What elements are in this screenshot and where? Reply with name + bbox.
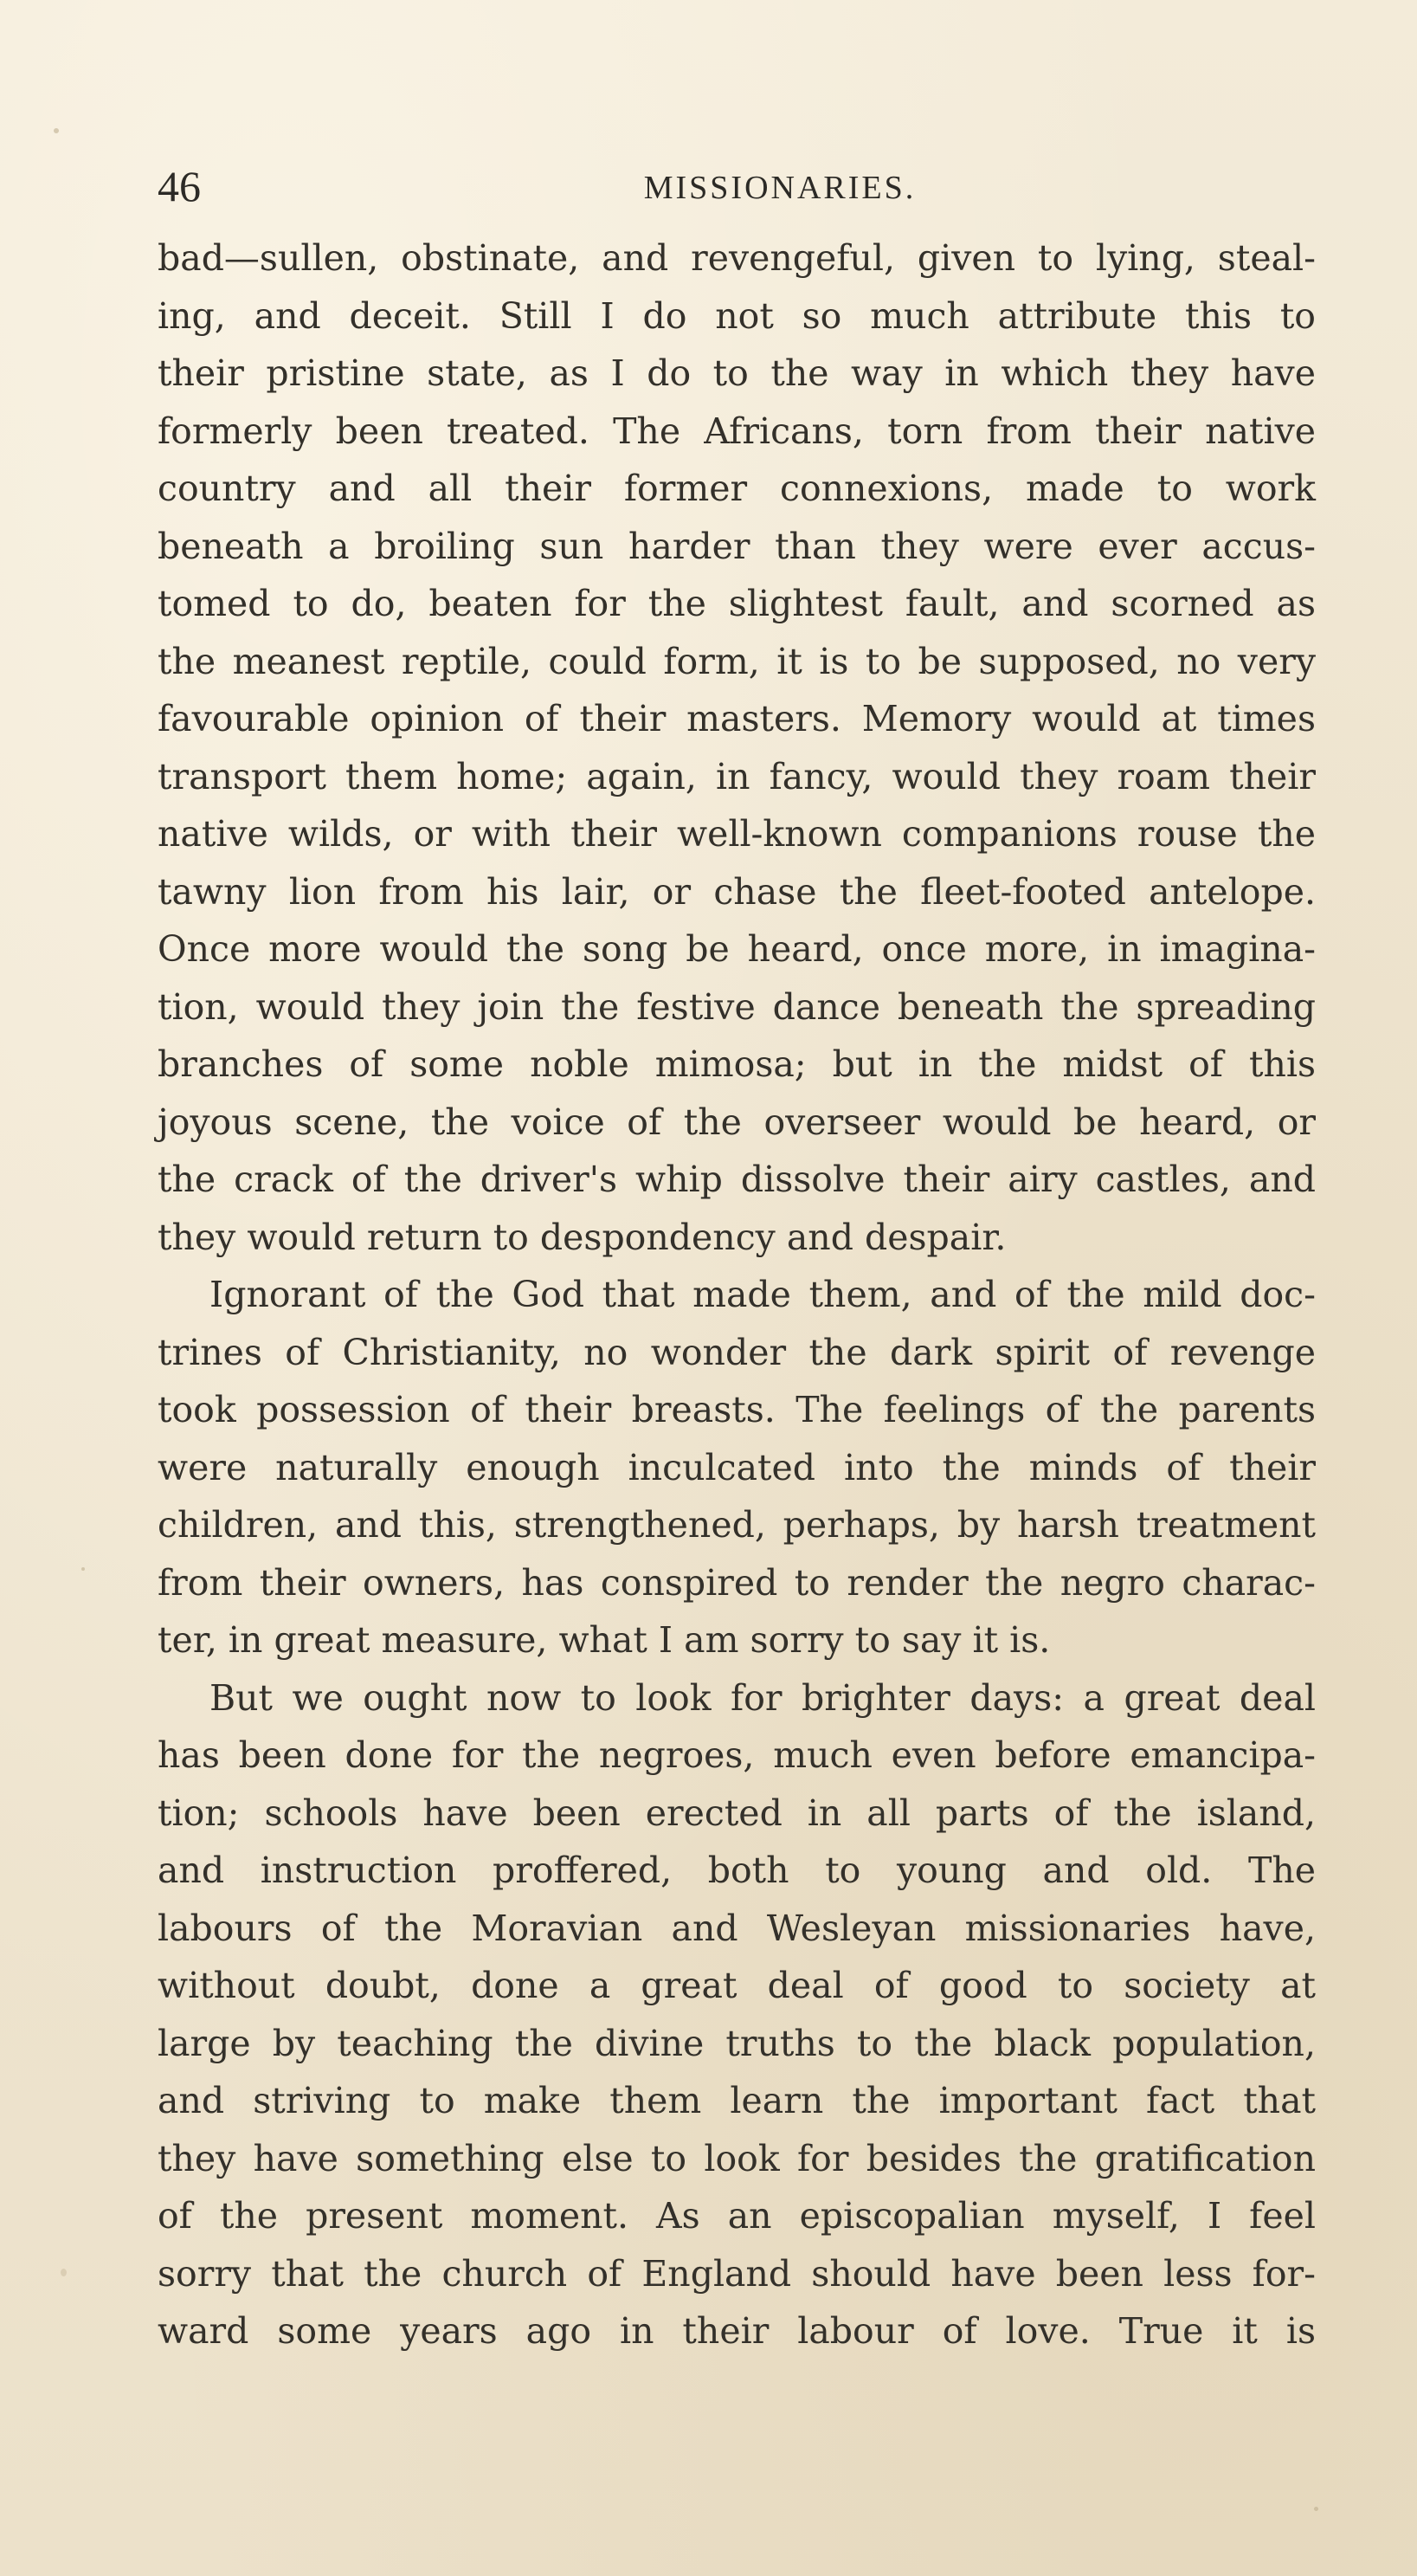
- text-line: formerly been treated. The Africans, torn from their native: [158, 410, 1316, 452]
- text-line: native wilds, or with their well-known companions rouse the: [158, 813, 1316, 855]
- text-line: they would return to despondency and despair.: [158, 1216, 1007, 1258]
- text-line: beneath a broiling sun harder than they were ever accus-: [158, 525, 1316, 567]
- text-line: without doubt, done a great deal of good to society at: [158, 1965, 1316, 2006]
- text-line: bad—sullen, obstinate, and revengeful, given to lying, steal-: [158, 237, 1316, 279]
- text-line: transport them home; again, in fancy, would they roam their: [158, 755, 1316, 797]
- text-line: branches of some noble mimosa; but in the midst of this: [158, 1043, 1316, 1085]
- paragraph-2: [158, 1266, 1316, 1669]
- text-line: tion; schools have been erected in all parts of the island,: [158, 1792, 1316, 1834]
- text-line: children, and this, strengthened, perhaps, by harsh treatment: [158, 1504, 1316, 1546]
- page-header: [158, 156, 1316, 216]
- paper-speck: [54, 128, 59, 133]
- text-line: large by teaching the divine truths to the black population,: [158, 2022, 1316, 2064]
- text-line: and instruction proffered, both to young and old. The: [158, 1850, 1316, 1891]
- paper-speck: [61, 2269, 67, 2276]
- paper-speck: [81, 1567, 85, 1571]
- body-text: [158, 229, 1316, 2360]
- text-line: ing, and deceit. Still I do not so much attribute this to: [158, 294, 1316, 337]
- text-line: of the present moment. As an episcopalian myself, I feel: [158, 2195, 1316, 2237]
- paper-speck: [1314, 2507, 1318, 2511]
- text-line: tomed to do, beaten for the slightest fault, and scorned as: [158, 583, 1316, 624]
- text-line: the crack of the driver's whip dissolve their airy castles, and: [158, 1159, 1316, 1200]
- text-line: and striving to make them learn the important fact that: [158, 2080, 1316, 2121]
- text-line: ter, in great measure, what I am sorry to say it is.: [158, 1619, 1051, 1661]
- running-title: MISSIONARIES.: [643, 170, 917, 206]
- text-line: tawny lion from his lair, or chase the fleet-footed antelope.: [158, 870, 1316, 913]
- text-line: took possession of their breasts. The feelings of the parents: [158, 1389, 1316, 1430]
- text-line: their pristine state, as I do to the way in which they have: [158, 352, 1316, 394]
- text-line: has been done for the negroes, much even before emancipa-: [158, 1734, 1316, 1776]
- text-line: labours of the Moravian and Wesleyan missionaries have,: [158, 1907, 1316, 1949]
- text-line: the meanest reptile, could form, it is to be supposed, no very: [158, 640, 1316, 682]
- text-line: Ignorant of the God that made them, and of the mild doc-: [209, 1274, 1316, 1315]
- text-line: sorry that the church of England should have been less for-: [158, 2252, 1316, 2295]
- paragraph-1: [158, 229, 1316, 1266]
- text-line: Once more would the song be heard, once more, in imagina-: [158, 928, 1316, 970]
- text-line: joyous scene, the voice of the overseer would be heard, or: [158, 1101, 1316, 1143]
- text-line: favourable opinion of their masters. Memory would at times: [158, 698, 1316, 739]
- text-line: ward some years ago in their labour of love. True it is: [158, 2310, 1316, 2352]
- page-number: 46: [158, 162, 201, 210]
- text-line: from their owners, has conspired to render the negro charac-: [158, 1561, 1316, 1604]
- text-line: country and all their former connexions, made to work: [158, 468, 1316, 509]
- text-line: But we ought now to look for brighter days: a great deal: [209, 1676, 1316, 1719]
- text-line: tion, would they join the festive dance beneath the spreading: [158, 985, 1316, 1028]
- text-line: they have something else to look for besides the gratification: [158, 2137, 1316, 2179]
- paragraph-3: [158, 1669, 1316, 2360]
- text-line: trines of Christianity, no wonder the dark spirit of revenge: [158, 1331, 1316, 1373]
- text-line: were naturally enough inculcated into the minds of their: [158, 1446, 1316, 1488]
